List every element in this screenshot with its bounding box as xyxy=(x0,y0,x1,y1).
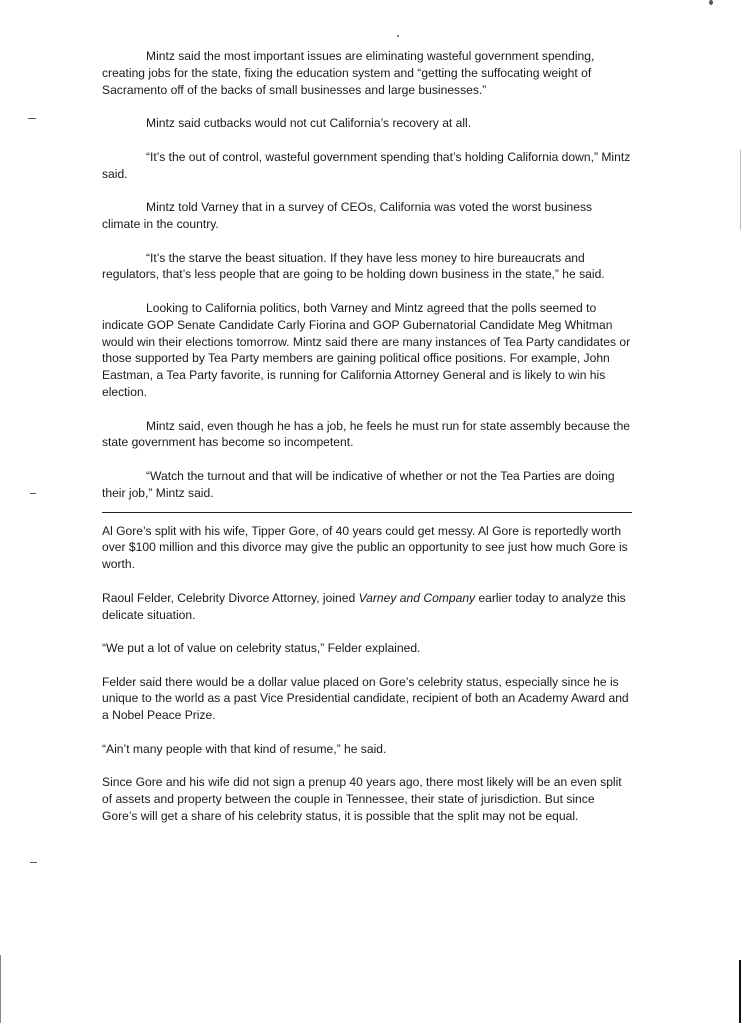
gore-paragraph-5: “Ain’t many people with that kind of resume,” he said. xyxy=(102,741,387,756)
scan-speck xyxy=(397,35,399,37)
scan-edge-line xyxy=(739,960,741,1023)
gore-paragraph-2-end: earlier today to analyze this delicate situation. xyxy=(102,590,626,622)
section-divider xyxy=(102,512,632,513)
scan-speck xyxy=(30,862,37,863)
show-title: Varney and Company xyxy=(358,590,476,605)
gore-paragraph-2 xyxy=(102,590,632,624)
paragraph-1: Mintz said the most important issues are eliminating wasteful government spending, creating jobs for the state, fixing the education system and “getting the suffocating weight of Sacramento off of the backs of small businesses and large businesses.” xyxy=(102,49,595,97)
paragraph-8: “Watch the turnout and that will be indicative of whether or not the Tea Parties are doing their job,” Mintz said. xyxy=(102,468,615,500)
gore-paragraph-2-start: Raoul Felder, Celebrity Divorce Attorney, joined xyxy=(102,590,359,605)
gore-paragraph-4: Felder said there would be a dollar value placed on Gore’s celebrity status, especially since he is unique to the world as a past Vice Presidential candidate, recipient of both an Academy Award and a Nobel Peace Prize. xyxy=(102,674,629,723)
paragraph-7: Mintz said, even though he has a job, he feels he must run for state assembly because the state government has become so incompetent. xyxy=(102,418,631,450)
gore-paragraph-6: Since Gore and his wife did not sign a prenup 40 years ago, there most likely will be an even split of assets and property between the couple in Tennessee, their state of jurisdiction. But since Gore’s will get a share of his celebrity status, it is possible that the split may not be equal. xyxy=(102,775,622,824)
paragraph-3: “It’s the out of control, wasteful government spending that’s holding California down,” Mintz said. xyxy=(102,149,631,181)
document-page xyxy=(102,48,632,842)
gore-paragraph-3: “We put a lot of value on celebrity status,” Felder explained. xyxy=(102,641,421,656)
paragraph-5: “It’s the starve the beast situation. If they have less money to hire bureaucrats and regulators, that’s less people that are going to be holding down business in the state,” he said. xyxy=(102,250,605,282)
scan-speck xyxy=(709,0,713,5)
paragraph-2: Mintz said cutbacks would not cut California’s recovery at all. xyxy=(146,116,472,131)
scan-edge-line xyxy=(740,150,741,230)
scan-edge-line xyxy=(0,955,1,1023)
paragraph-4: Mintz told Varney that in a survey of CEOs, California was voted the worst business climate in the country. xyxy=(102,200,593,231)
scan-speck xyxy=(28,118,36,119)
scan-speck xyxy=(30,493,36,494)
paragraph-6: Looking to California politics, both Varney and Mintz agreed that the polls seemed to indicate GOP Senate Candidate Carly Fiorina and GOP Gubernatorial Candidate Meg Whitman would win their elections tomorrow. Mintz said there are many instances of Tea Party candidates or those supported by Tea Party members are gaining political office positions. For example, John Eastman, a Tea Party favorite, is running for California Attorney General and is likely to win his election. xyxy=(102,300,631,399)
gore-paragraph-1: Al Gore’s split with his wife, Tipper Gore, of 40 years could get messy. Al Gore is reportedly worth over $100 million and this divorce may give the public an opportunity to see just how much Gore is worth. xyxy=(102,523,628,572)
